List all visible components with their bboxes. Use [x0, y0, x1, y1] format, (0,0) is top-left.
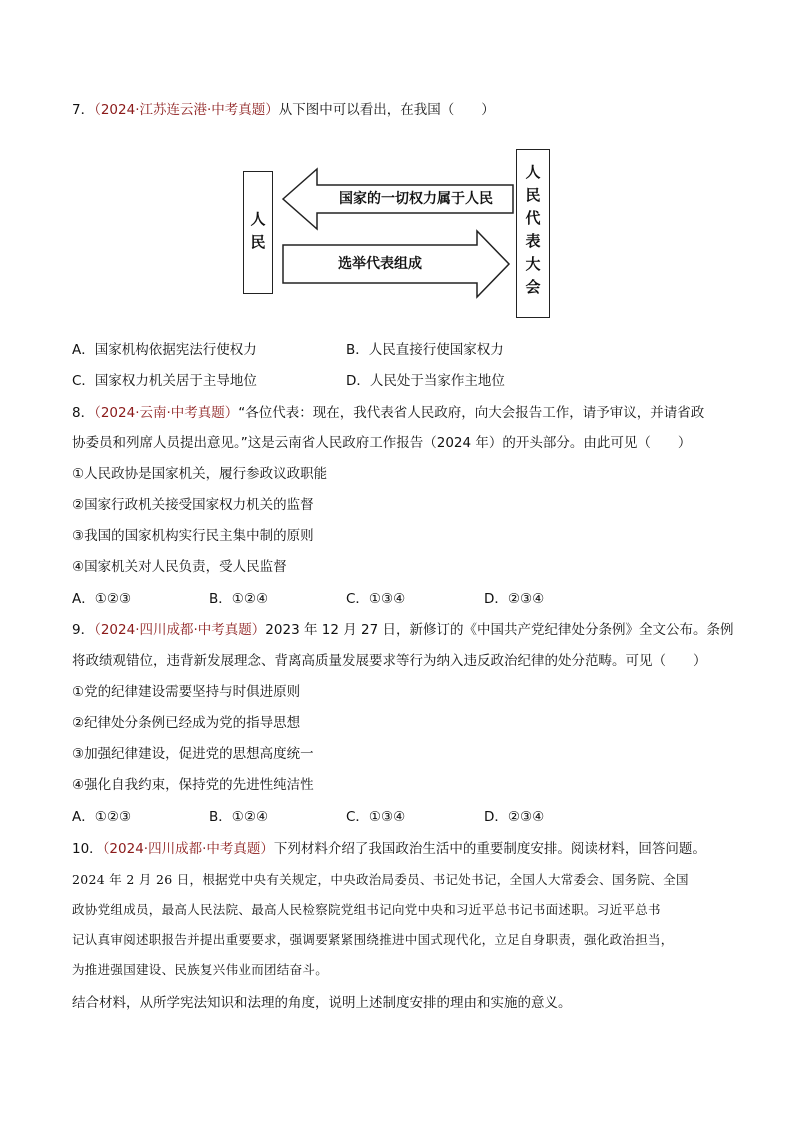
q7-option-a[interactable]: A．国家机构依据宪法行使权力	[72, 342, 257, 358]
q7-stem-line	[72, 100, 495, 120]
q9-item-4: ④强化自我约束，保持党的先进性纯洁性	[72, 777, 314, 793]
q10-material-line-4: 为推进强国建设、民族复兴伟业而团结奋斗。	[72, 962, 329, 977]
q8-source: （2024·云南·中考真题）	[94, 405, 239, 421]
q9-stem-1: 2023 年 12 月 27 日，新修订的《中国共产党纪律处分条例》全文公布。条例	[265, 622, 734, 638]
people-char-2: 民	[250, 233, 266, 251]
q9-source: （2024·四川成都·中考真题）	[94, 622, 266, 638]
q10-material-line-3: 记认真审阅述职报告并提出重要要求，强调要紧紧围绕推进中国式现代化，立足自身职责，强化政治担当，	[72, 932, 674, 947]
q10-stem-line	[72, 839, 706, 859]
npc-char-3: 代	[525, 209, 541, 227]
arrow-bottom-label: 选举代表组成	[338, 256, 422, 272]
diagram-arrows	[243, 149, 551, 319]
q9-item-3: ③加强纪律建设，促进党的思想高度统一	[72, 746, 314, 762]
q8-stem-line-1	[72, 403, 704, 423]
q7-option-b[interactable]: B．人民直接行使国家权力	[346, 342, 504, 358]
q7-stem: 从下图中可以看出，在我国（ ）	[278, 102, 495, 118]
q9-option-b[interactable]: B．①②④	[209, 809, 269, 825]
q9-option-a[interactable]: A．①②③	[72, 809, 132, 825]
q9-stem-line-1	[72, 620, 733, 640]
q9-option-d[interactable]: D．②③④	[484, 809, 545, 825]
q7-number: 7．	[72, 102, 95, 118]
q7-diagram	[243, 149, 551, 319]
q10-stem: 下列材料介绍了我国政治生活中的重要制度安排。阅读材料，回答问题。	[273, 841, 706, 857]
q8-item-2: ②国家行政机关接受国家权力机关的监督	[72, 497, 314, 513]
q9-item-1: ①党的纪律建设需要坚持与时俱进原则	[72, 684, 301, 700]
q8-option-b[interactable]: B．①②④	[209, 591, 269, 607]
q8-stem-1: “各位代表：现在，我代表省人民政府，向大会报告工作，请予审议，并请省政	[238, 405, 705, 421]
q8-option-a[interactable]: A．①②③	[72, 591, 132, 607]
q8-stem-2: 协委员和列席人员提出意见。”这是云南省人民政府工作报告（2024 年）的开头部分。由此可见（ ）	[72, 435, 692, 451]
npc-char-6: 会	[525, 278, 541, 296]
q9-number: 9．	[72, 622, 95, 638]
npc-char-2: 民	[525, 186, 541, 204]
q10-source: （2024·四川成都·中考真题）	[102, 841, 274, 857]
q7-source: （2024·江苏连云港·中考真题）	[94, 102, 279, 118]
q9-stem-2: 将政绩观错位，违背新发展理念、背离高质量发展要求等行为纳入违反政治纪律的处分范畴。可见（ ）	[72, 653, 707, 669]
q7-option-c[interactable]: C．国家权力机关居于主导地位	[72, 373, 257, 389]
q8-item-4: ④国家机关对人民负责，受人民监督	[72, 559, 287, 575]
q9-item-2: ②纪律处分条例已经成为党的指导思想	[72, 715, 301, 731]
q9-option-c[interactable]: C．①③④	[346, 809, 406, 825]
npc-char-1: 人	[525, 163, 541, 181]
npc-char-4: 表	[525, 232, 541, 250]
q10-material-line-1: 2024 年 2 月 26 日，根据党中央有关规定，中央政治局委员、书记处书记，全国人大常委会、国务院、全国	[72, 872, 689, 887]
arrow-top-label: 国家的一切权力属于人民	[339, 191, 493, 207]
q8-option-d[interactable]: D．②③④	[484, 591, 545, 607]
npc-char-5: 大	[525, 255, 541, 273]
q7-option-d[interactable]: D．人民处于当家作主地位	[346, 373, 505, 389]
q8-number: 8．	[72, 405, 95, 421]
q10-material-line-2: 政协党组成员，最高人民法院、最高人民检察院党组书记向党中央和习近平总书记书面述职。习近平总书	[72, 902, 661, 917]
q10-number: 10．	[72, 841, 103, 857]
q8-option-c[interactable]: C．①③④	[346, 591, 406, 607]
q8-item-1: ①人民政协是国家机关，履行参政议政职能	[72, 466, 328, 482]
people-char-1: 人	[250, 210, 266, 228]
q8-item-3: ③我国的国家机构实行民主集中制的原则	[72, 528, 314, 544]
q10-question: 结合材料，从所学宪法知识和法理的角度，说明上述制度安排的理由和实施的意义。	[72, 995, 572, 1011]
